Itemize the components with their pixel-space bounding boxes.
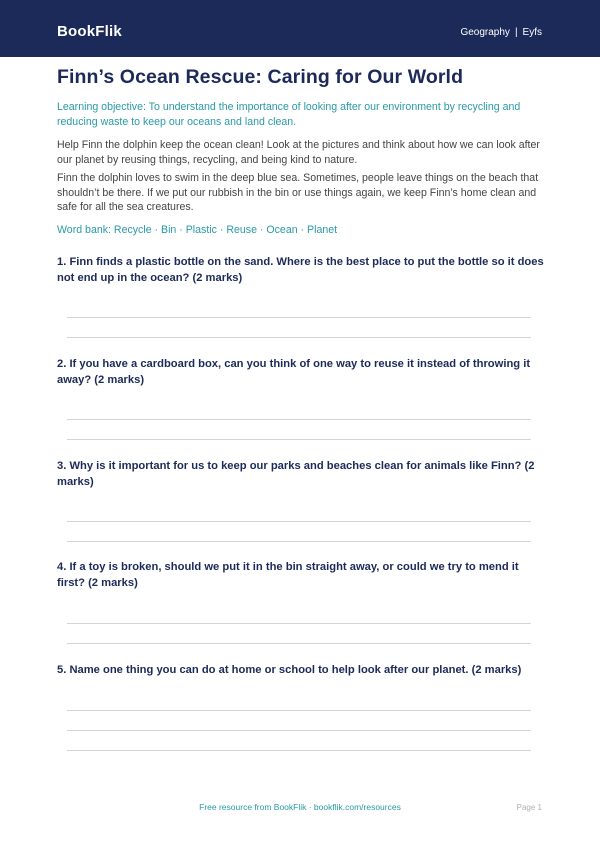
answer-line[interactable] [67, 337, 531, 338]
answer-line[interactable] [67, 643, 531, 644]
answer-line[interactable] [67, 750, 531, 751]
question-2: 2. If you have a cardboard box, can you think of one way to reuse it instead of throwing it away? (2 marks) [57, 358, 531, 386]
subject-label: Geography [460, 27, 510, 38]
level-label: Eyfs [522, 27, 542, 38]
subject-tag [460, 27, 542, 38]
answer-line[interactable] [67, 730, 531, 731]
intro-paragraph-1: Help Finn the dolphin keep the ocean clean! Look at the pictures and think about how we can look after our planet by reusing things, recycling, and being kind to nature. [57, 139, 540, 166]
answer-line[interactable] [67, 439, 531, 440]
header-bar [0, 0, 600, 57]
page-number: Page 1 [516, 803, 542, 812]
question-5: 5. Name one thing you can do at home or school to help look after our planet. (2 marks) [57, 664, 522, 676]
intro-paragraph-2: Finn the dolphin loves to swim in the deep blue sea. Sometimes, people leave things on the beach that shouldn’t be there. If we put our rubbish in the bin or use things again, we keep Finn’s home clean and safe for all the sea creatures. [57, 172, 539, 213]
brand-logo[interactable]: BookFlik [57, 23, 122, 40]
footer-resource-link[interactable]: Free resource from BookFlik · bookflik.com/resources [199, 802, 401, 812]
question-3: 3. Why is it important for us to keep our parks and beaches clean for animals like Finn? (2 marks) [57, 460, 535, 488]
question-1: 1. Finn finds a plastic bottle on the sand. Where is the best place to put the bottle so it does not end up in the ocean? (2 marks) [57, 256, 544, 284]
question-4: 4. If a toy is broken, should we put it in the bin straight away, or could we try to mend it first? (2 marks) [57, 561, 519, 589]
answer-line[interactable] [67, 541, 531, 542]
worksheet-title: Finn’s Ocean Rescue: Caring for Our World [57, 66, 464, 88]
answer-line[interactable] [67, 317, 531, 318]
answer-line[interactable] [67, 419, 531, 420]
answer-line[interactable] [67, 710, 531, 711]
subject-separator: | [514, 27, 518, 38]
learning-objective: Learning objective: To understand the importance of looking after our environment by recycling and reducing waste to keep our oceans and land clean. [57, 101, 521, 128]
word-bank: Word bank: Recycle · Bin · Plastic · Reuse · Ocean · Planet [57, 224, 338, 236]
answer-line[interactable] [67, 521, 531, 522]
answer-line[interactable] [67, 623, 531, 624]
